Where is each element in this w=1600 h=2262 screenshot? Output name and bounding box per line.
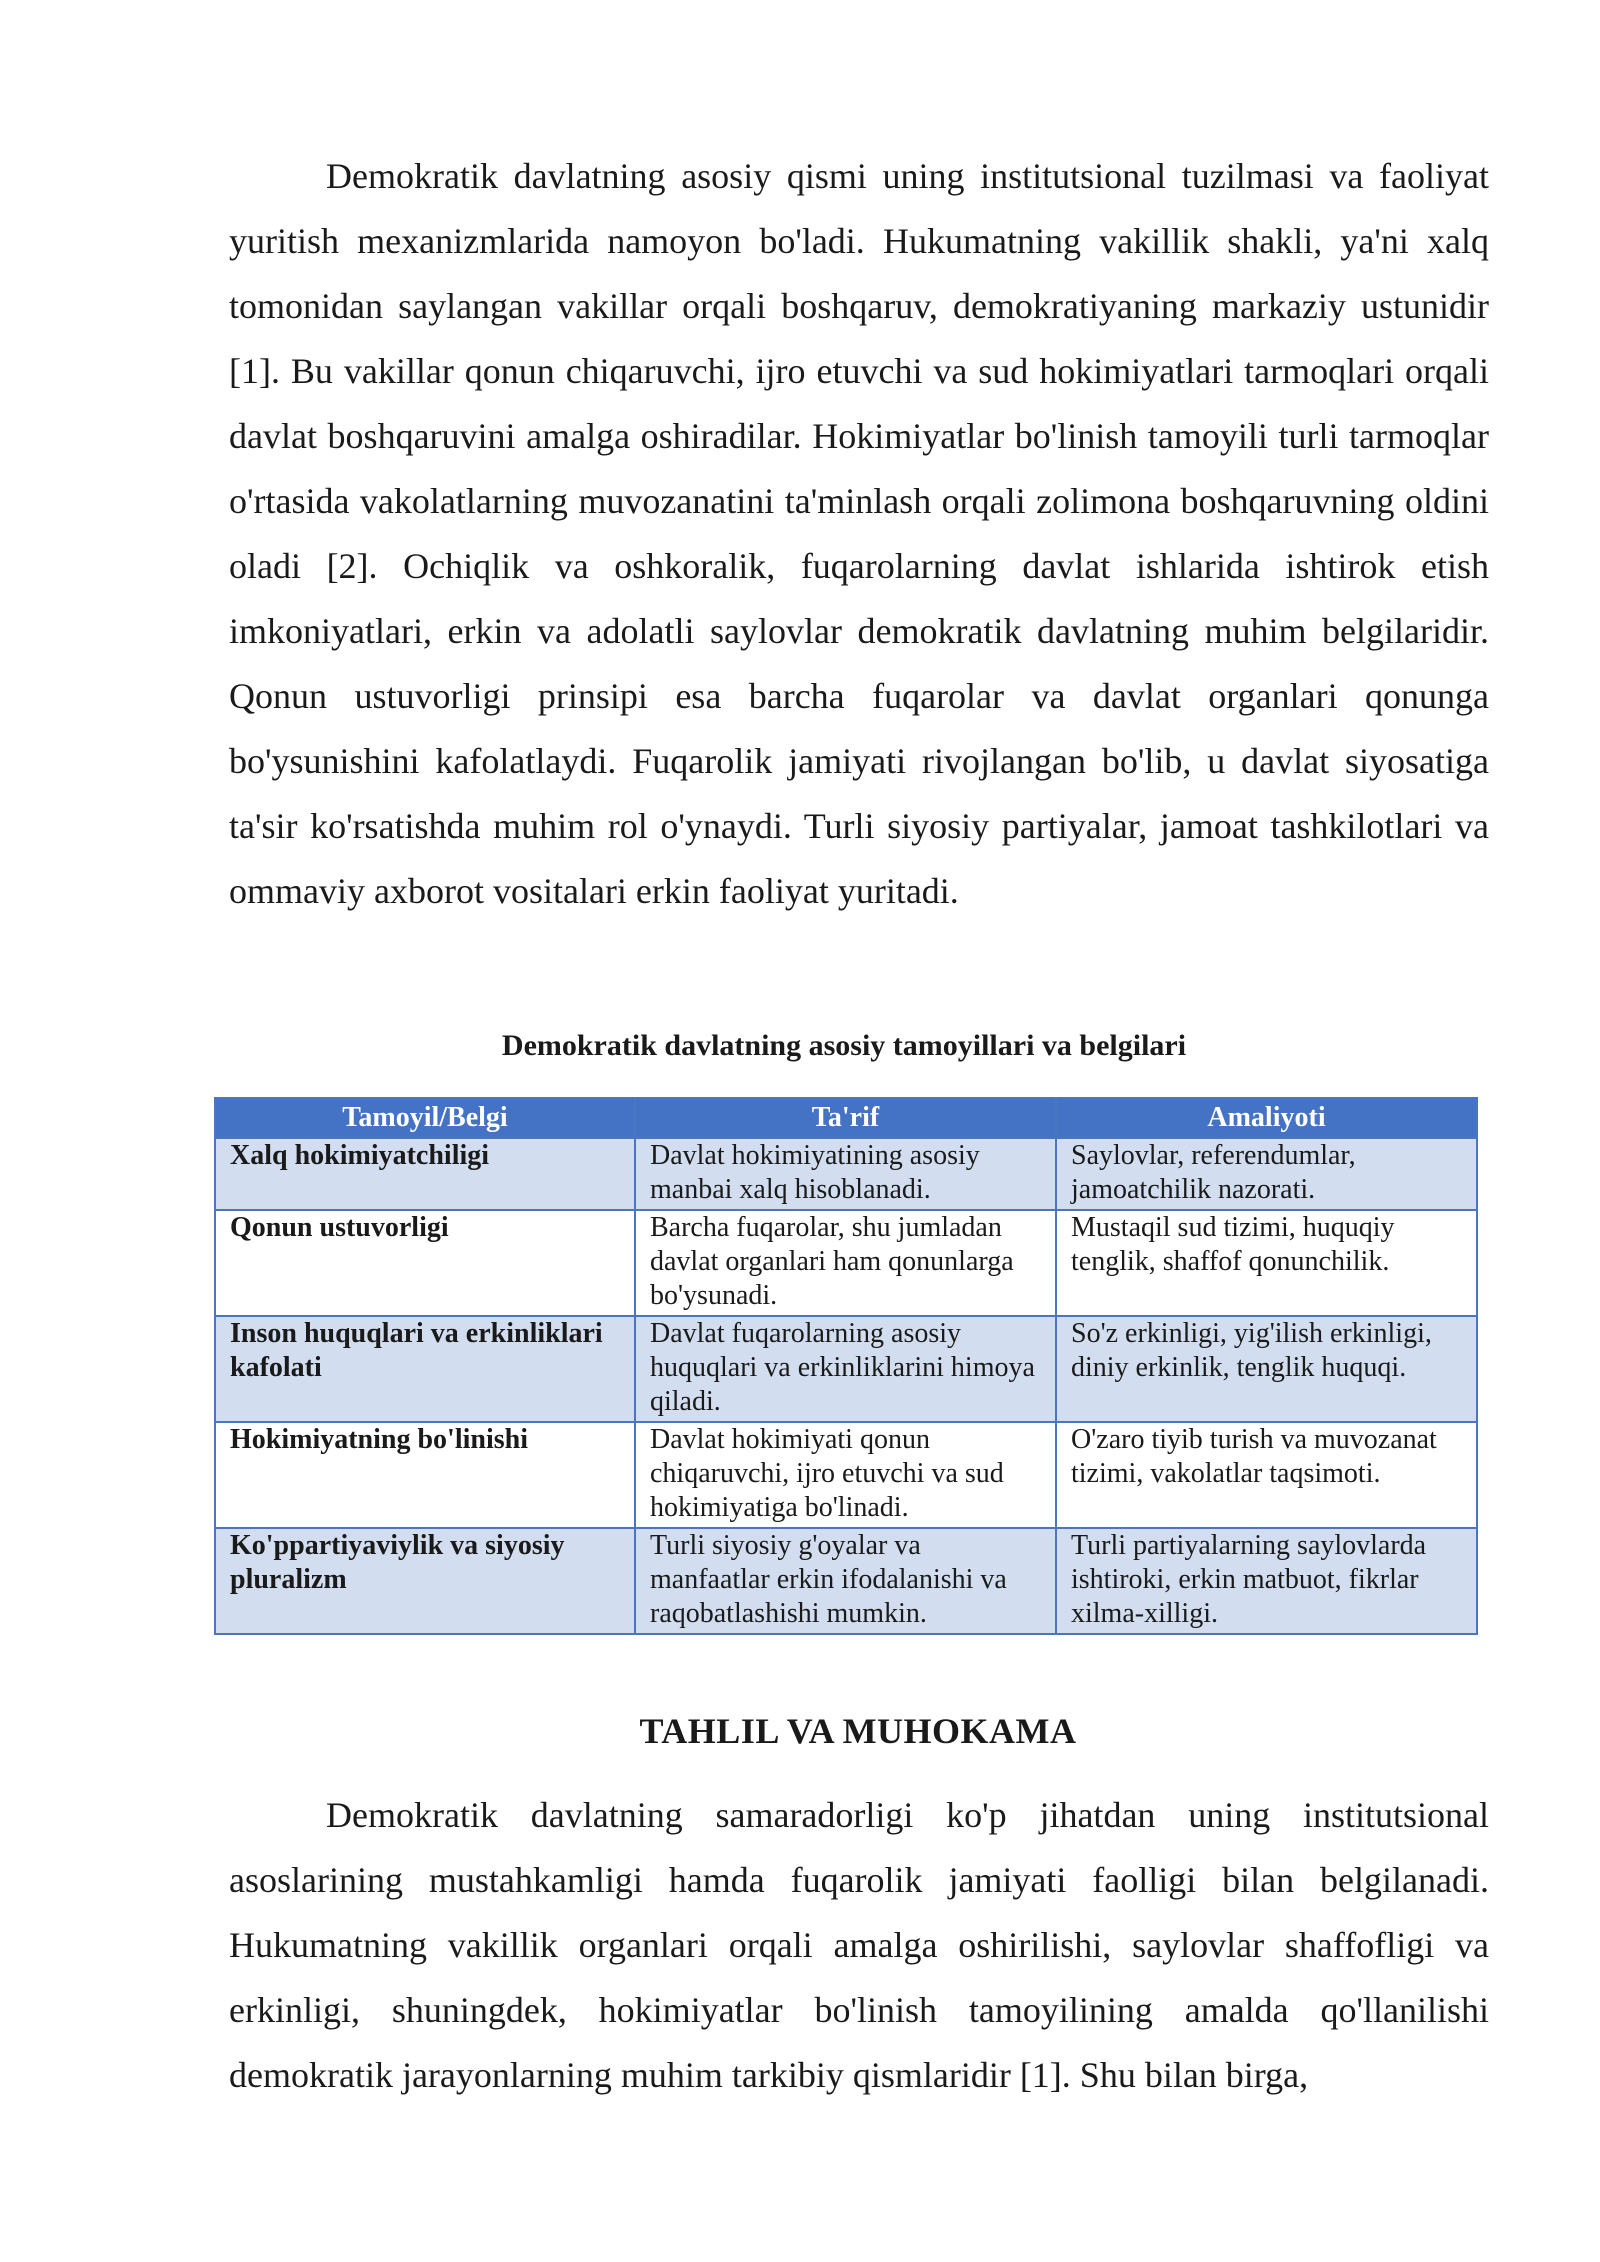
table-caption: Demokratik davlatning asosiy tamoyillari va belgilari — [501, 1029, 1187, 1062]
table-row — [215, 1210, 1477, 1316]
header-practice: Amaliyoti — [1056, 1098, 1477, 1138]
cell-practice: O'zaro tiyib turish va muvozanat tizimi, vakolatlar taqsimoti. — [1056, 1422, 1477, 1528]
cell-principle: Ko'ppartiyaviylik va siyosiy pluralizm — [215, 1528, 635, 1634]
cell-principle: Qonun ustuvorligi — [215, 1210, 635, 1316]
body-paragraph-1 — [229, 144, 1489, 924]
paragraph-1-text: Demokratik davlatning asosiy qismi uning institutsional tuzilmasi va faoliyat yuritish mexanizmlarida namoyon bo'ladi. Hukumatning vakillik shakli, ya'ni xalq tomonidan saylangan vakillar orqali boshqaruv, demokratiyaning markaziy ustunidir [1]. Bu vakillar qonun chiqaruvchi, ijro etuvchi va sud hokimiyatlari tarmoqlari orqali davlat boshqaruvini amalga oshiradilar. Hokimiyatlar bo'linish tamoyili turli tarmoqlar o'rtasida vakolatlarning muvozanatini ta'minlash orqali zolimona boshqaruvning oldini oladi [2]. Ochiqlik va oshkoralik, fuqarolarning davlat ishlarida ishtirok etish imkoniyatlari, erkin va adolatli saylovlar demokratik davlatning muhim belgilaridir. Qonun ustuvorligi prinsipi esa barcha fuqarolar va davlat organlari qonunga bo'ysunishini kafolatlaydi. Fuqarolik jamiyati rivojlangan bo'lib, u davlat siyosatiga ta'sir ko'rsatishda muhim rol o'ynaydi. Turli siyosiy partiyalar, jamoat tashkilotlari va ommaviy axborot vositalari erkin faoliyat yuritadi. — [229, 156, 1489, 911]
table-row — [215, 1528, 1477, 1634]
header-definition: Ta'rif — [635, 1098, 1056, 1138]
cell-definition: Barcha fuqarolar, shu jumladan davlat organlari ham qonunlarga bo'ysunadi. — [635, 1210, 1056, 1316]
cell-practice: Mustaqil sud tizimi, huquqiy tenglik, shaffof qonunchilik. — [1056, 1210, 1477, 1316]
cell-definition: Davlat hokimiyatining asosiy manbai xalq hisoblanadi. — [635, 1138, 1056, 1210]
table-row — [215, 1422, 1477, 1528]
table-row — [215, 1138, 1477, 1210]
cell-practice: So'z erkinligi, yig'ilish erkinligi, diniy erkinlik, tenglik huquqi. — [1056, 1316, 1477, 1422]
cell-definition: Davlat hokimiyati qonun chiqaruvchi, ijro etuvchi va sud hokimiyatiga bo'linadi. — [635, 1422, 1056, 1528]
cell-definition: Turli siyosiy g'oyalar va manfaatlar erkin ifodalanishi va raqobatlashishi mumkin. — [635, 1528, 1056, 1634]
cell-principle: Hokimiyatning bo'linishi — [215, 1422, 635, 1528]
table-row — [215, 1316, 1477, 1422]
cell-principle: Inson huquqlari va erkinliklari kafolati — [215, 1316, 635, 1422]
cell-practice: Turli partiyalarning saylovlarda ishtiroki, erkin matbuot, fikrlar xilma-xilligi. — [1056, 1528, 1477, 1634]
paragraph-2-text: Demokratik davlatning samaradorligi ko'p jihatdan uning institutsional asoslarining mustahkamligi hamda fuqarolik jamiyati faolligi bilan belgilanadi. Hukumatning vakillik organlari orqali amalga oshirilishi, saylovlar shaffofligi va erkinligi, shuningdek, hokimiyatlar bo'linish tamoyilining amalda qo'llanilishi demokratik jarayonlarning muhim tarkibiy qismlaridir [1]. Shu bilan birga, — [229, 1795, 1489, 2095]
principles-table — [214, 1097, 1478, 1635]
body-paragraph-2 — [229, 1783, 1489, 2108]
cell-principle: Xalq hokimiyatchiligi — [215, 1138, 635, 1210]
table-header-row — [215, 1098, 1477, 1138]
section-heading: TAHLIL VA MUHOKAMA — [639, 1711, 1077, 1751]
header-principle: Tamoyil/Belgi — [215, 1098, 635, 1138]
cell-definition: Davlat fuqarolarning asosiy huquqlari va erkinliklarini himoya qiladi. — [635, 1316, 1056, 1422]
cell-practice: Saylovlar, referendumlar, jamoatchilik nazorati. — [1056, 1138, 1477, 1210]
